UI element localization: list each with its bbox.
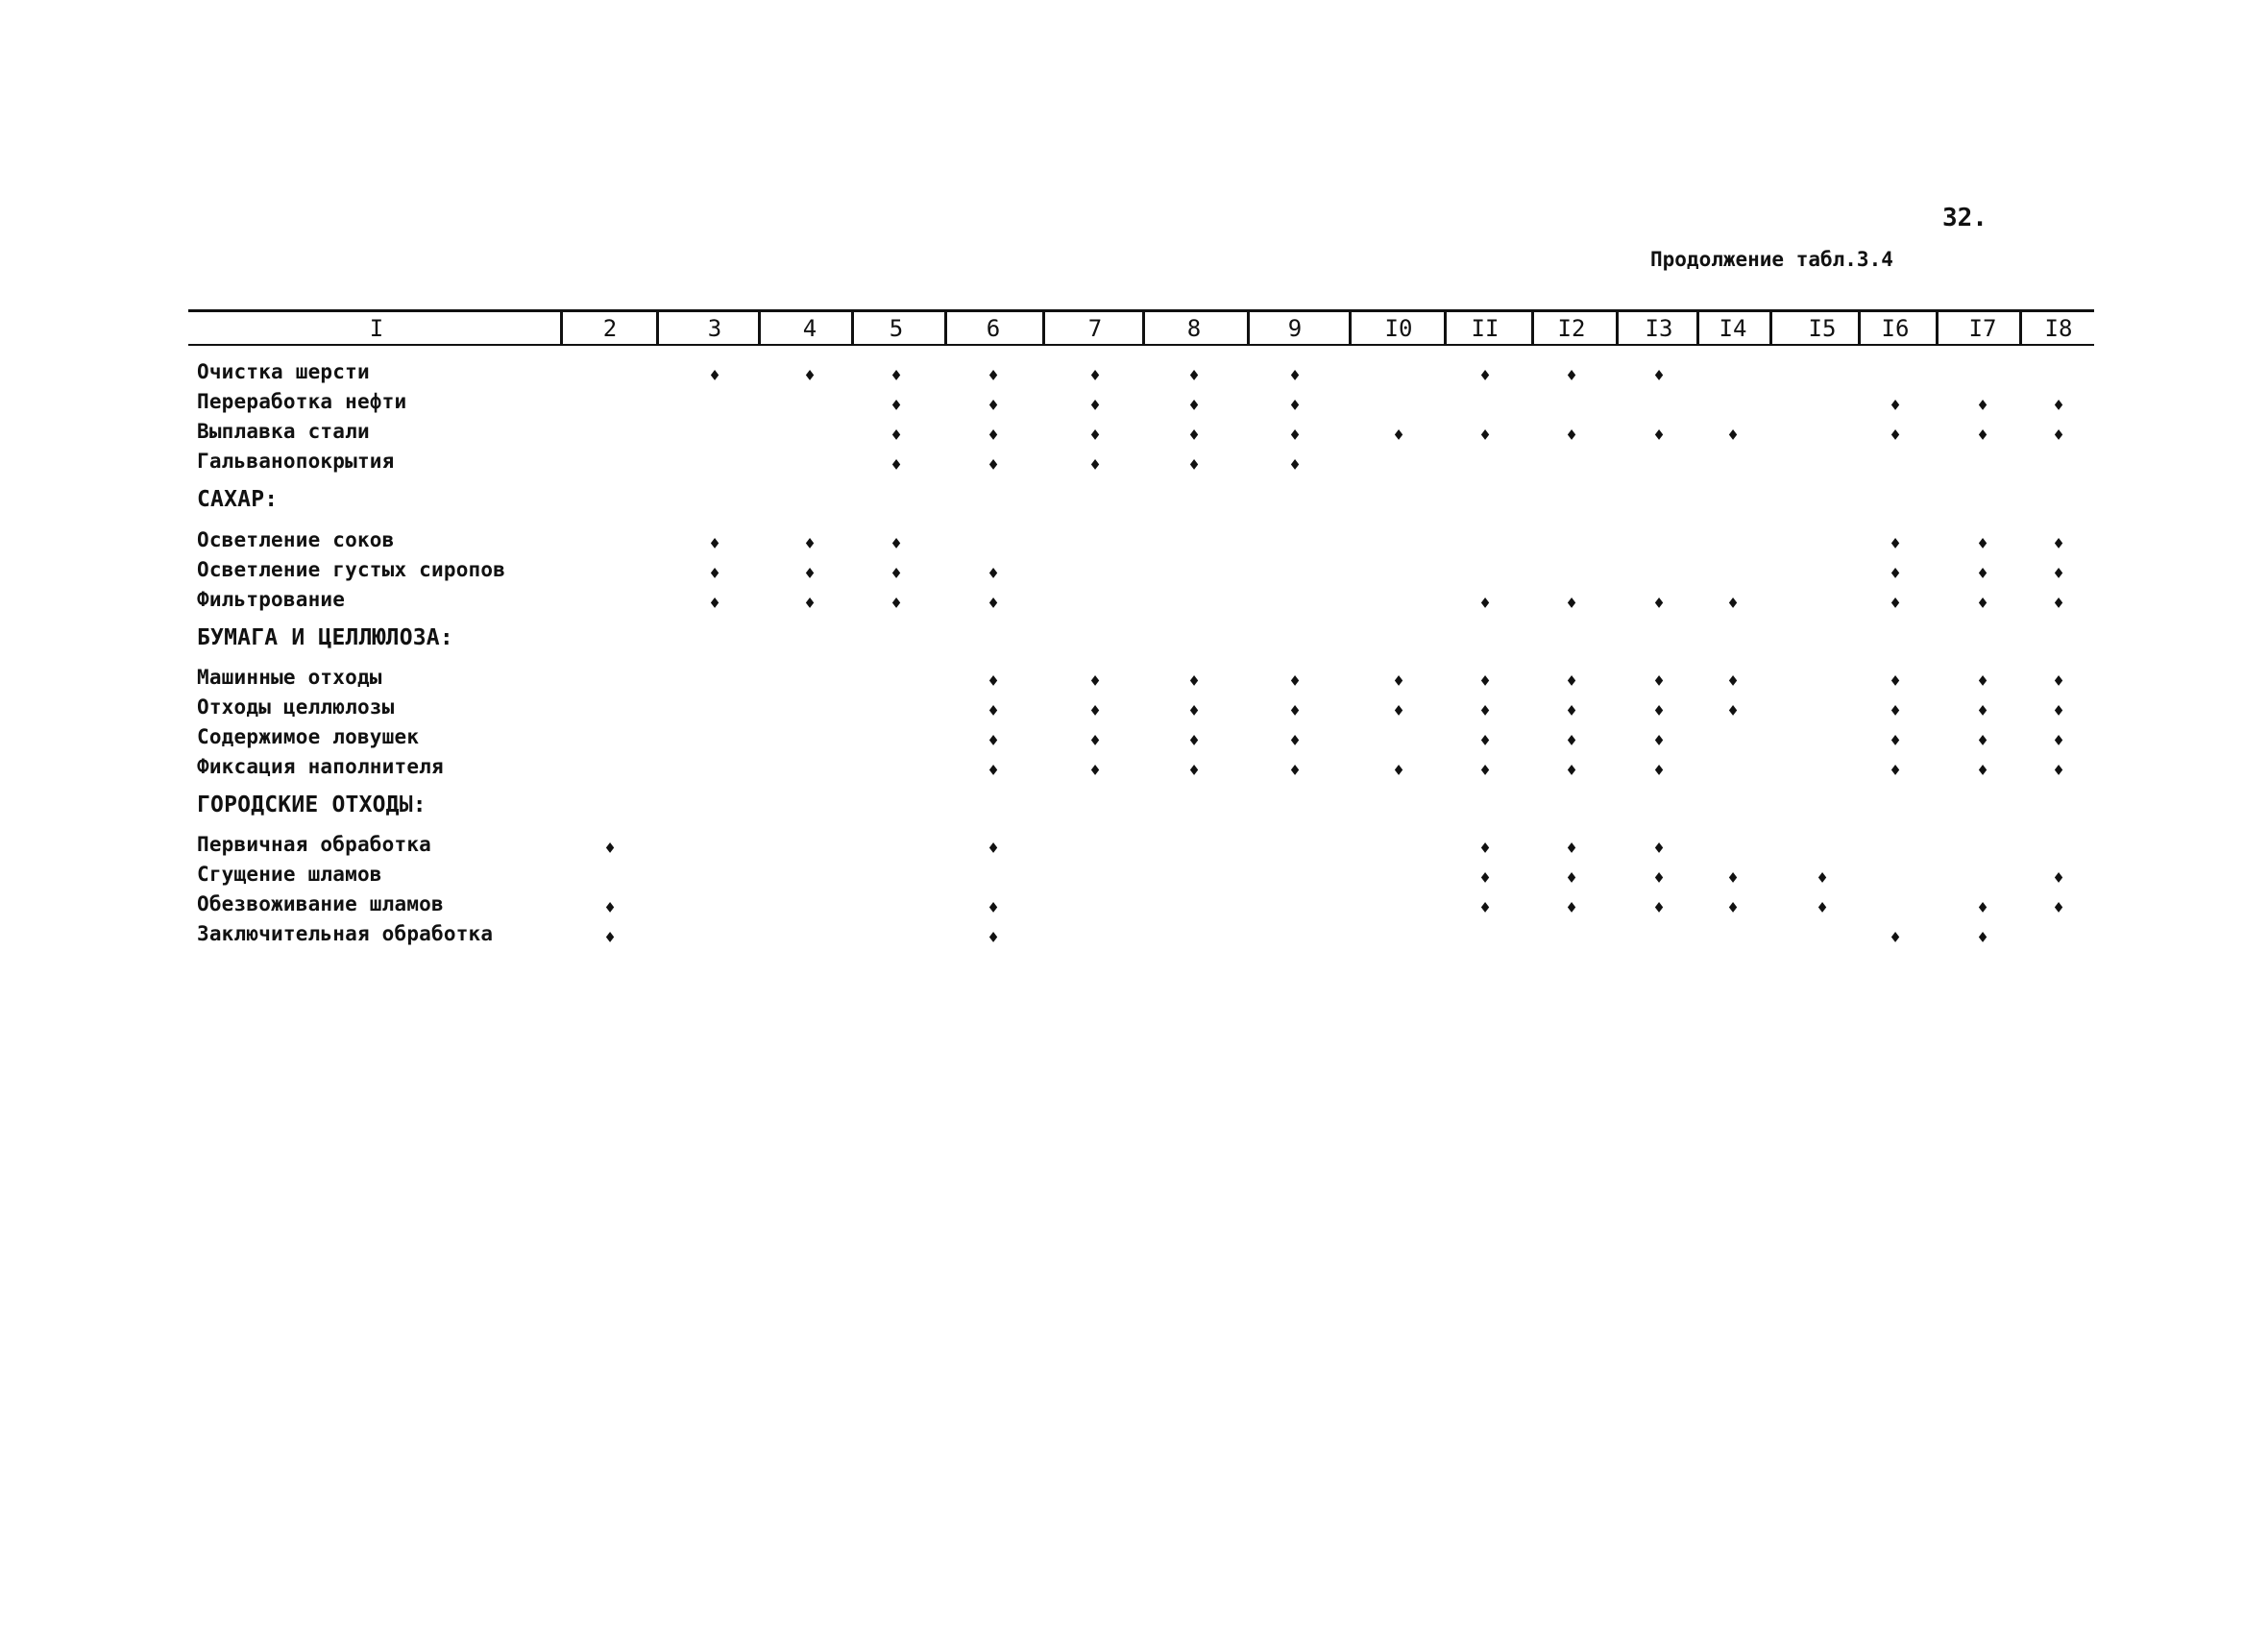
column-header-8: 8 xyxy=(1186,315,1202,342)
applicability-mark: ♦ xyxy=(2053,564,2064,584)
applicability-mark: ♦ xyxy=(1977,701,1988,721)
column-separator-8 xyxy=(1247,310,1250,345)
applicability-mark: ♦ xyxy=(1566,868,1577,889)
applicability-mark: ♦ xyxy=(1479,839,1491,859)
page-number: 32. xyxy=(1942,204,1988,232)
applicability-mark: ♦ xyxy=(1890,701,1901,721)
applicability-mark: ♦ xyxy=(1479,898,1491,918)
column-header-17: I7 xyxy=(1968,315,1997,342)
applicability-mark: ♦ xyxy=(1977,928,1988,948)
applicability-mark: ♦ xyxy=(1977,761,1988,781)
row-label: Фиксация наполнителя xyxy=(197,755,444,778)
column-header-12: I2 xyxy=(1557,315,1586,342)
column-header-14: I4 xyxy=(1719,315,1747,342)
applicability-mark: ♦ xyxy=(1566,839,1577,859)
applicability-mark: ♦ xyxy=(1188,671,1200,692)
applicability-mark: ♦ xyxy=(1653,701,1665,721)
applicability-mark: ♦ xyxy=(988,564,999,584)
applicability-mark: ♦ xyxy=(988,594,999,614)
applicability-mark: ♦ xyxy=(1566,366,1577,386)
applicability-mark: ♦ xyxy=(1089,455,1101,476)
row-label: Фильтрование xyxy=(197,588,346,611)
applicability-mark: ♦ xyxy=(1289,761,1301,781)
applicability-mark: ♦ xyxy=(2053,701,2064,721)
applicability-mark: ♦ xyxy=(2053,426,2064,446)
applicability-mark: ♦ xyxy=(1977,564,1988,584)
applicability-mark: ♦ xyxy=(1653,761,1665,781)
column-header-15: I5 xyxy=(1808,315,1837,342)
applicability-mark: ♦ xyxy=(1653,594,1665,614)
column-separator-10 xyxy=(1444,310,1447,345)
row-label: Машинные отходы xyxy=(197,666,382,689)
applicability-mark: ♦ xyxy=(988,396,999,416)
header-top-rule xyxy=(188,309,2094,312)
applicability-mark: ♦ xyxy=(1977,731,1988,751)
applicability-mark: ♦ xyxy=(1289,671,1301,692)
column-separator-1 xyxy=(560,310,563,345)
row-label: Содержимое ловушек xyxy=(197,725,420,748)
row-label: Выплавка стали xyxy=(197,420,370,443)
row-label: Переработка нефти xyxy=(197,390,407,413)
applicability-mark: ♦ xyxy=(1393,671,1404,692)
applicability-mark: ♦ xyxy=(1393,426,1404,446)
applicability-mark: ♦ xyxy=(1890,671,1901,692)
applicability-mark: ♦ xyxy=(890,426,902,446)
applicability-mark: ♦ xyxy=(1653,366,1665,386)
applicability-mark: ♦ xyxy=(1566,426,1577,446)
applicability-mark: ♦ xyxy=(1653,839,1665,859)
applicability-mark: ♦ xyxy=(1188,455,1200,476)
row-label: Гальванопокрытия xyxy=(197,450,395,473)
column-separator-14 xyxy=(1769,310,1772,345)
applicability-mark: ♦ xyxy=(709,534,720,554)
applicability-mark: ♦ xyxy=(1890,928,1901,948)
applicability-mark: ♦ xyxy=(709,564,720,584)
applicability-mark: ♦ xyxy=(1289,731,1301,751)
applicability-mark: ♦ xyxy=(604,928,616,948)
applicability-mark: ♦ xyxy=(2053,731,2064,751)
applicability-mark: ♦ xyxy=(804,534,816,554)
applicability-mark: ♦ xyxy=(604,898,616,918)
applicability-mark: ♦ xyxy=(1479,671,1491,692)
column-separator-6 xyxy=(1042,310,1045,345)
applicability-mark: ♦ xyxy=(1089,761,1101,781)
applicability-mark: ♦ xyxy=(1188,731,1200,751)
section-heading: ГОРОДСКИЕ ОТХОДЫ: xyxy=(197,793,427,817)
applicability-mark: ♦ xyxy=(1653,731,1665,751)
column-separator-3 xyxy=(758,310,761,345)
column-separator-11 xyxy=(1531,310,1534,345)
applicability-mark: ♦ xyxy=(1890,761,1901,781)
applicability-mark: ♦ xyxy=(1289,455,1301,476)
row-label: Осветление соков xyxy=(197,528,395,551)
applicability-mark: ♦ xyxy=(988,671,999,692)
applicability-mark: ♦ xyxy=(1890,426,1901,446)
applicability-mark: ♦ xyxy=(1188,701,1200,721)
applicability-mark: ♦ xyxy=(1479,594,1491,614)
column-separator-4 xyxy=(851,310,854,345)
applicability-mark: ♦ xyxy=(1188,761,1200,781)
column-header-3: 3 xyxy=(707,315,722,342)
row-label: Сгущение шламов xyxy=(197,863,382,886)
applicability-mark: ♦ xyxy=(1566,898,1577,918)
applicability-mark: ♦ xyxy=(1479,761,1491,781)
applicability-mark: ♦ xyxy=(1977,534,1988,554)
row-label: Осветление густых сиропов xyxy=(197,558,506,581)
column-header-10: I0 xyxy=(1384,315,1413,342)
applicability-mark: ♦ xyxy=(1817,898,1828,918)
column-header-7: 7 xyxy=(1087,315,1103,342)
applicability-mark: ♦ xyxy=(1977,594,1988,614)
applicability-mark: ♦ xyxy=(1089,366,1101,386)
classification-table xyxy=(188,309,2094,982)
applicability-mark: ♦ xyxy=(1653,426,1665,446)
applicability-mark: ♦ xyxy=(988,455,999,476)
applicability-mark: ♦ xyxy=(1566,671,1577,692)
column-separator-16 xyxy=(1936,310,1939,345)
applicability-mark: ♦ xyxy=(1089,396,1101,416)
applicability-mark: ♦ xyxy=(1566,761,1577,781)
applicability-mark: ♦ xyxy=(2053,868,2064,889)
applicability-mark: ♦ xyxy=(1566,701,1577,721)
applicability-mark: ♦ xyxy=(1653,671,1665,692)
column-header-18: I8 xyxy=(2044,315,2073,342)
column-separator-9 xyxy=(1349,310,1352,345)
applicability-mark: ♦ xyxy=(2053,898,2064,918)
applicability-mark: ♦ xyxy=(988,928,999,948)
column-separator-5 xyxy=(944,310,947,345)
applicability-mark: ♦ xyxy=(2053,594,2064,614)
row-label: Обезвоживание шламов xyxy=(197,892,444,915)
applicability-mark: ♦ xyxy=(1479,731,1491,751)
column-header-11: II xyxy=(1471,315,1500,342)
applicability-mark: ♦ xyxy=(804,564,816,584)
column-header-2: 2 xyxy=(602,315,618,342)
applicability-mark: ♦ xyxy=(988,701,999,721)
applicability-mark: ♦ xyxy=(1890,731,1901,751)
applicability-mark: ♦ xyxy=(988,366,999,386)
column-header-1: I xyxy=(369,315,384,342)
applicability-mark: ♦ xyxy=(1727,671,1739,692)
applicability-mark: ♦ xyxy=(1479,426,1491,446)
applicability-mark: ♦ xyxy=(1653,868,1665,889)
applicability-mark: ♦ xyxy=(804,594,816,614)
column-header-16: I6 xyxy=(1881,315,1910,342)
applicability-mark: ♦ xyxy=(1727,594,1739,614)
column-separator-7 xyxy=(1142,310,1145,345)
row-label: Очистка шерсти xyxy=(197,360,370,383)
applicability-mark: ♦ xyxy=(1393,701,1404,721)
row-label: Первичная обработка xyxy=(197,833,432,856)
applicability-mark: ♦ xyxy=(1089,426,1101,446)
applicability-mark: ♦ xyxy=(890,396,902,416)
applicability-mark: ♦ xyxy=(1890,564,1901,584)
applicability-mark: ♦ xyxy=(2053,761,2064,781)
row-label: Заключительная обработка xyxy=(197,922,494,945)
applicability-mark: ♦ xyxy=(1089,701,1101,721)
applicability-mark: ♦ xyxy=(709,366,720,386)
applicability-mark: ♦ xyxy=(1890,396,1901,416)
applicability-mark: ♦ xyxy=(890,534,902,554)
applicability-mark: ♦ xyxy=(709,594,720,614)
section-heading: БУМАГА И ЦЕЛЛЮЛОЗА: xyxy=(197,625,453,650)
header-bottom-rule xyxy=(188,344,2094,346)
applicability-mark: ♦ xyxy=(1289,426,1301,446)
section-heading: САХАР: xyxy=(197,487,279,512)
applicability-mark: ♦ xyxy=(988,839,999,859)
applicability-mark: ♦ xyxy=(1479,366,1491,386)
applicability-mark: ♦ xyxy=(1566,594,1577,614)
applicability-mark: ♦ xyxy=(988,731,999,751)
applicability-mark: ♦ xyxy=(1977,898,1988,918)
applicability-mark: ♦ xyxy=(890,455,902,476)
column-separator-2 xyxy=(656,310,659,345)
column-header-13: I3 xyxy=(1645,315,1673,342)
table-caption: Продолжение табл.3.4 xyxy=(1650,248,1893,271)
applicability-mark: ♦ xyxy=(890,594,902,614)
row-label: Отходы целлюлозы xyxy=(197,695,395,719)
applicability-mark: ♦ xyxy=(1479,701,1491,721)
applicability-mark: ♦ xyxy=(988,426,999,446)
applicability-mark: ♦ xyxy=(1289,396,1301,416)
applicability-mark: ♦ xyxy=(1817,868,1828,889)
applicability-mark: ♦ xyxy=(2053,396,2064,416)
applicability-mark: ♦ xyxy=(1727,898,1739,918)
column-separator-15 xyxy=(1858,310,1861,345)
column-header-6: 6 xyxy=(986,315,1001,342)
applicability-mark: ♦ xyxy=(1727,701,1739,721)
applicability-mark: ♦ xyxy=(890,366,902,386)
column-header-4: 4 xyxy=(802,315,817,342)
applicability-mark: ♦ xyxy=(1479,868,1491,889)
applicability-mark: ♦ xyxy=(1890,594,1901,614)
applicability-mark: ♦ xyxy=(988,898,999,918)
applicability-mark: ♦ xyxy=(1188,426,1200,446)
applicability-mark: ♦ xyxy=(1089,671,1101,692)
applicability-mark: ♦ xyxy=(604,839,616,859)
applicability-mark: ♦ xyxy=(1653,898,1665,918)
applicability-mark: ♦ xyxy=(1890,534,1901,554)
applicability-mark: ♦ xyxy=(804,366,816,386)
applicability-mark: ♦ xyxy=(2053,534,2064,554)
column-separator-17 xyxy=(2019,310,2022,345)
applicability-mark: ♦ xyxy=(1393,761,1404,781)
applicability-mark: ♦ xyxy=(988,761,999,781)
column-separator-13 xyxy=(1696,310,1699,345)
applicability-mark: ♦ xyxy=(1289,701,1301,721)
applicability-mark: ♦ xyxy=(1289,366,1301,386)
applicability-mark: ♦ xyxy=(1727,426,1739,446)
applicability-mark: ♦ xyxy=(1977,396,1988,416)
applicability-mark: ♦ xyxy=(1977,671,1988,692)
applicability-mark: ♦ xyxy=(1188,396,1200,416)
applicability-mark: ♦ xyxy=(2053,671,2064,692)
column-header-5: 5 xyxy=(889,315,904,342)
applicability-mark: ♦ xyxy=(1089,731,1101,751)
applicability-mark: ♦ xyxy=(1188,366,1200,386)
applicability-mark: ♦ xyxy=(1977,426,1988,446)
column-separator-12 xyxy=(1616,310,1619,345)
column-header-9: 9 xyxy=(1287,315,1303,342)
applicability-mark: ♦ xyxy=(1566,731,1577,751)
applicability-mark: ♦ xyxy=(1727,868,1739,889)
applicability-mark: ♦ xyxy=(890,564,902,584)
